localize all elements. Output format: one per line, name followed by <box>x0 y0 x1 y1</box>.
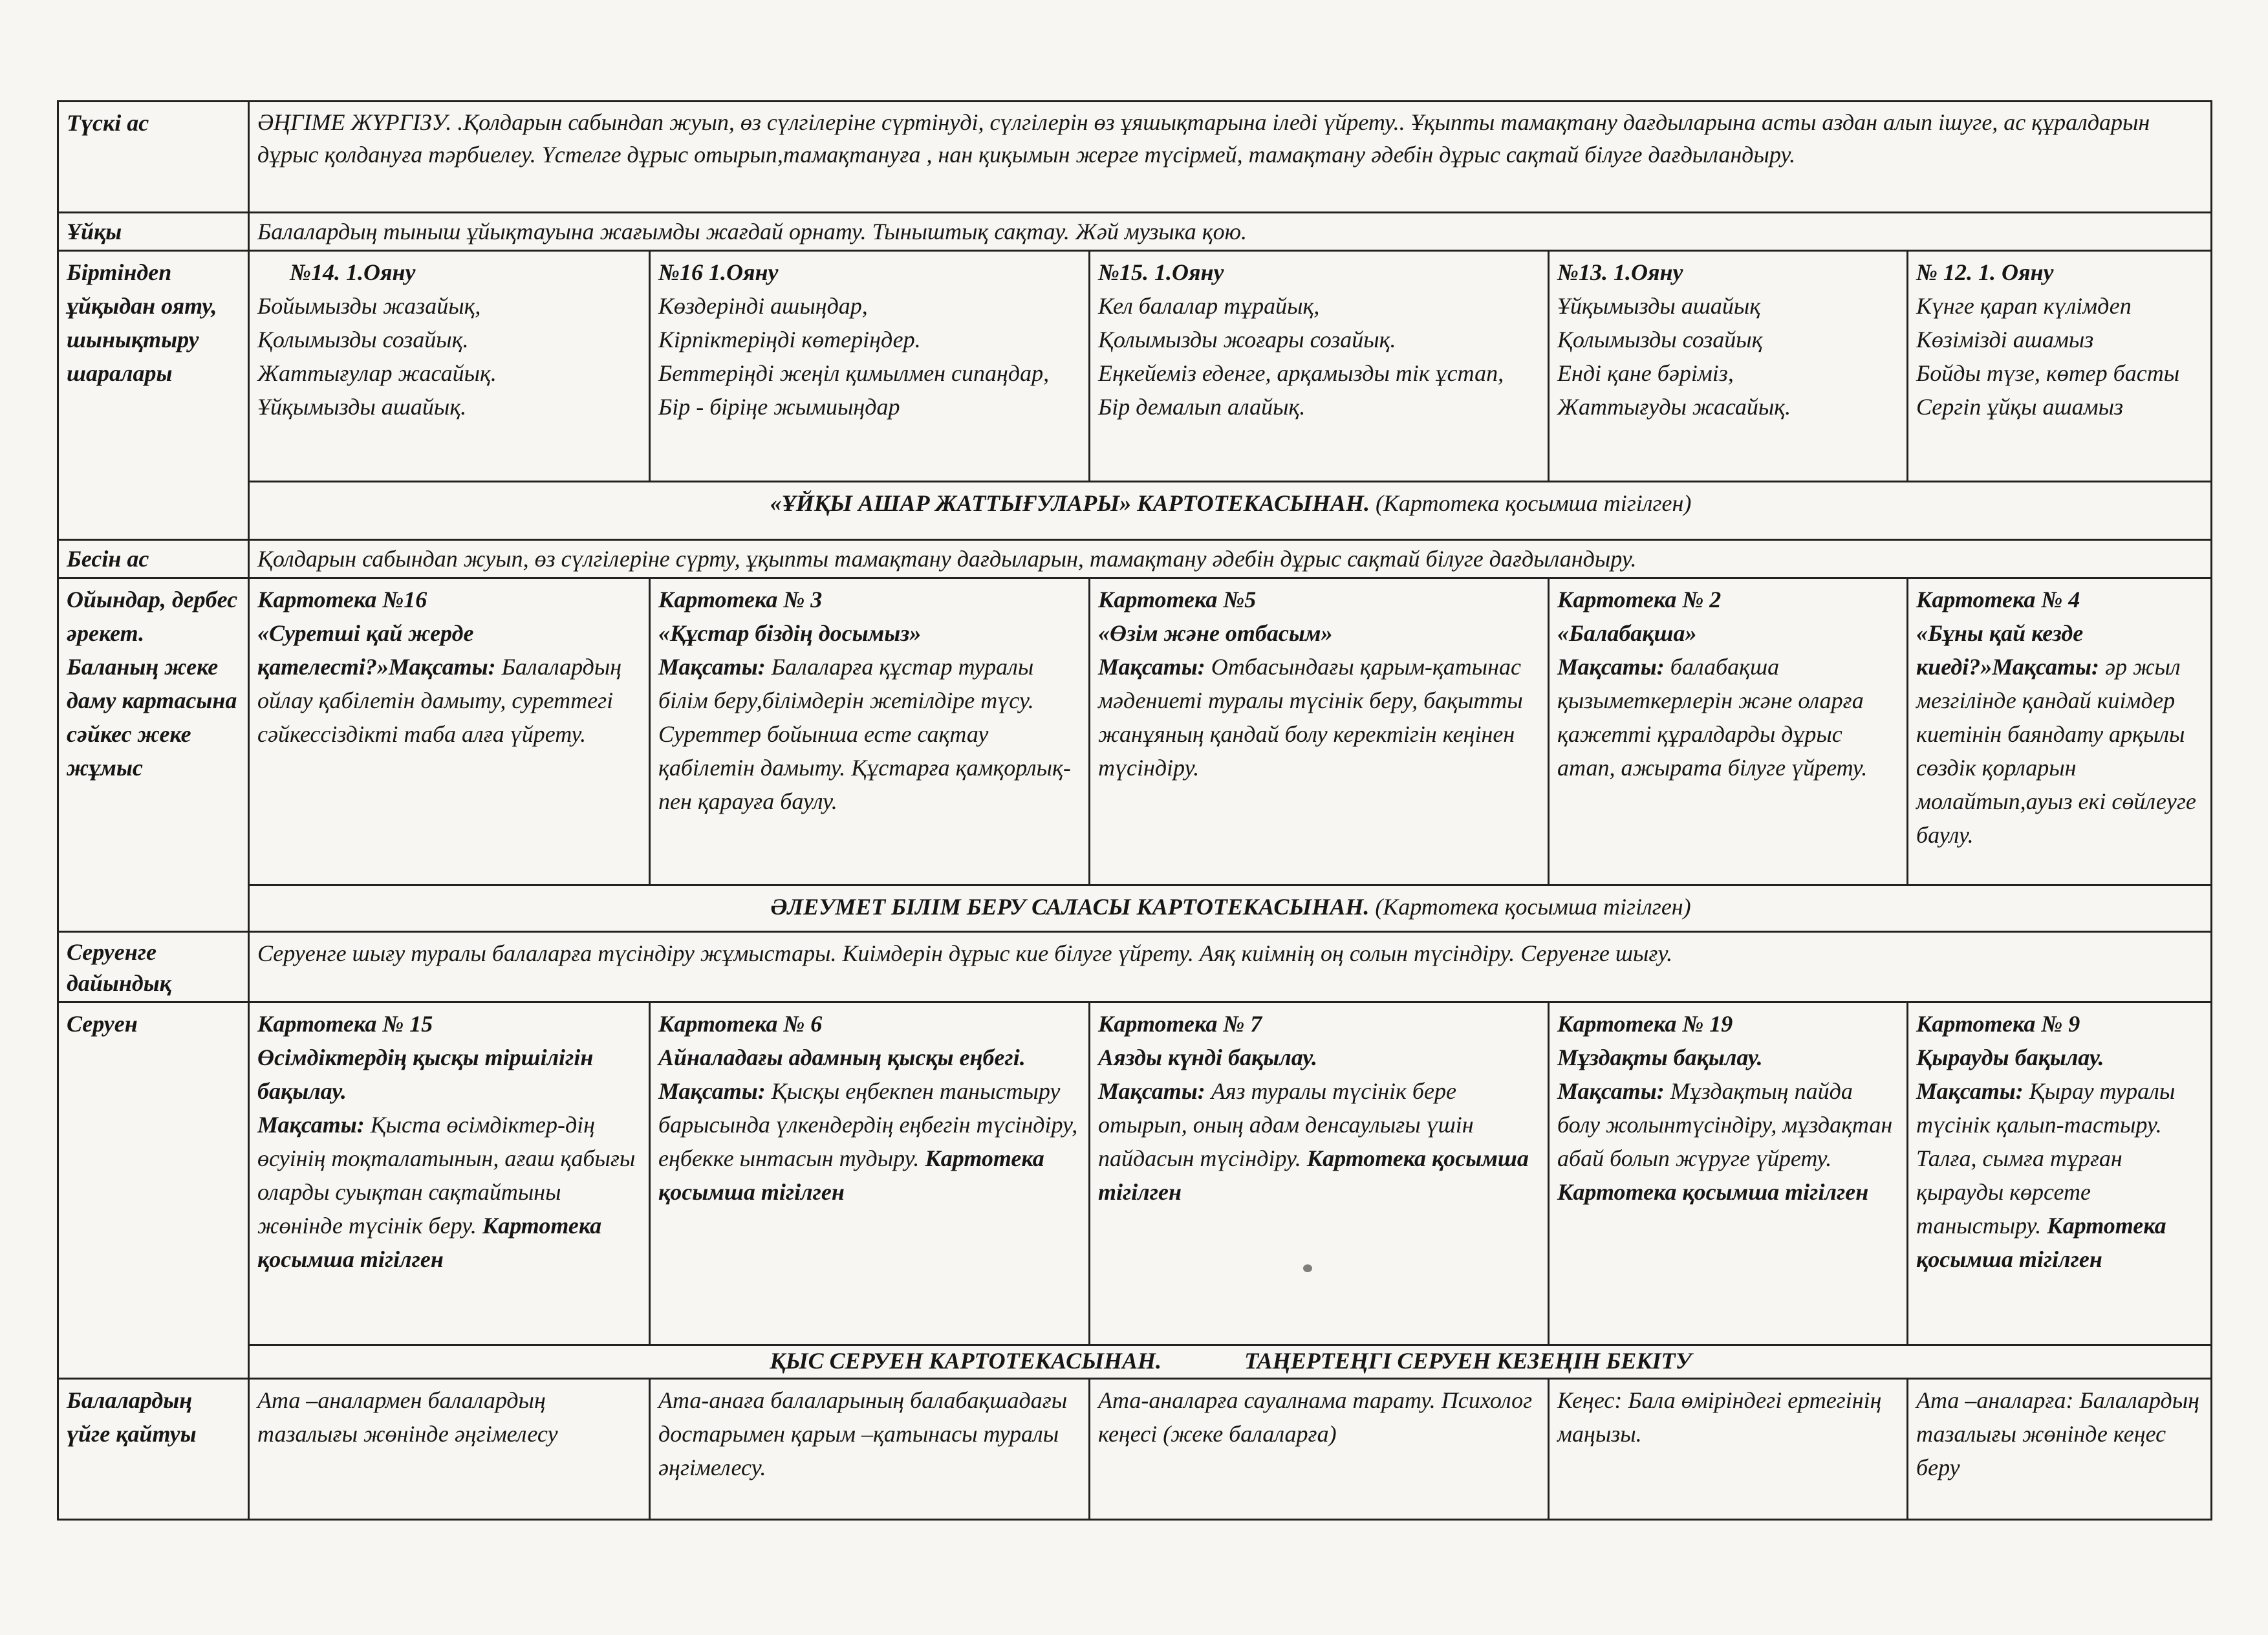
walk-col <box>1549 1002 1908 1345</box>
games-col <box>1090 578 1549 885</box>
walk-note: Картотека қосымша тігілген <box>257 1213 602 1272</box>
games-col <box>1549 578 1908 885</box>
games-col-title: Картотека № 4 <box>1916 587 2080 612</box>
wake-line: Көздерінді ашыңдар, <box>658 293 868 319</box>
walk-goal-label: Мақсаты: <box>1557 1078 1665 1104</box>
daily-plan-table <box>57 100 2212 1521</box>
home-col: Ата-аналарға сауалнама тарату. Психолог кеңесі (жеке балаларға) <box>1090 1379 1549 1520</box>
walk-col-title: Картотека № 6 <box>658 1011 823 1037</box>
walk-goal: Мұздақтың пайда болу жолынтүсіндіру, мұздақтан абай болып жүруге үйрету. <box>1557 1078 1893 1171</box>
wake-col <box>249 251 650 482</box>
row-games <box>58 578 2212 885</box>
wake-line: Ұйқымызды ашайық. <box>257 394 467 420</box>
wake-col <box>650 251 1090 482</box>
wake-line: Сергіп ұйқы ашамыз <box>1916 394 2124 420</box>
walk-col-title: Картотека № 19 <box>1557 1011 1733 1037</box>
walk-col <box>249 1002 650 1345</box>
row-label-sleep: Ұйқы <box>58 213 249 251</box>
wake-line: Қолымызды созайық. <box>257 327 469 352</box>
walk-goal-label: Мақсаты: <box>658 1078 766 1104</box>
scan-speck <box>1303 1264 1312 1272</box>
games-col <box>650 578 1090 885</box>
sleep-text: Балалардың тыныш ұйықтауына жағымды жағдай орнату. Тыныштық сақтау. Жәй музыка қою. <box>249 213 2212 251</box>
prep-text: Серуенге шығу туралы балаларға түсіндіру жұмыстары. Киімдерін дұрыс кие білуге үйрету. Аяқ киімнің оң солын түсіндіру. Серуенге шығу. <box>249 932 2212 1002</box>
wake-banner <box>249 482 2212 540</box>
wake-line: Енді қане бәріміз, <box>1557 360 1734 386</box>
row-label-lunch: Түскі ас <box>58 102 249 213</box>
wake-line: Қолымызды жоғары созайық. <box>1098 327 1396 352</box>
wake-col-title: №14. 1.Ояну <box>290 259 416 285</box>
row-label-wake: Біртіндеп ұйқыдан ояту, шынықтыру шаралары <box>58 251 249 540</box>
walk-col <box>1090 1002 1549 1345</box>
walk-banner-left: ҚЫС СЕРУЕН КАРТОТЕКАСЫНАН. <box>770 1348 1162 1374</box>
walk-note: Картотека қосымша тігілген <box>1916 1213 2166 1272</box>
games-col <box>1908 578 2212 885</box>
games-col-game: «Өзім және отбасым» <box>1098 620 1333 646</box>
walk-goal-label: Мақсаты: <box>1916 1078 2024 1104</box>
wake-col <box>1908 251 2212 482</box>
row-label-home: Балалардың үйге қайтуы <box>58 1379 249 1520</box>
wake-col-title: №16 1.Ояну <box>658 259 779 285</box>
lunch-lead: ӘҢГІМЕ ЖҮРГІЗУ. <box>257 109 452 135</box>
games-col-game: «Құстар біздің досымыз» <box>658 620 922 646</box>
row-walk <box>58 1002 2212 1345</box>
games-col-title: Картотека № 2 <box>1557 587 1722 612</box>
games-goal: балабақша қызыметкерлерін және оларға қажетті құралдарды дұрыс атап, ажырата білуге үйрету. <box>1557 654 1868 781</box>
home-col: Ата –аналармен балалардың тазалығы жөнінде әңгімелесу <box>249 1379 650 1520</box>
wake-col <box>1549 251 1908 482</box>
games-col-game: «Суретші қай жерде қателесті?» <box>257 620 474 680</box>
row-snack <box>58 540 2212 578</box>
row-lunch <box>58 102 2212 213</box>
row-wake <box>58 251 2212 482</box>
games-col-title: Картотека №5 <box>1098 587 1257 612</box>
wake-col-title: №13. 1.Ояну <box>1557 259 1683 285</box>
walk-col-topic: Қырауды бақылау. <box>1916 1045 2104 1070</box>
row-label-walk: Серуен <box>58 1002 249 1379</box>
wake-line: Кірпіктеріңді көтеріңдер. <box>658 327 921 352</box>
wake-line: Кел балалар тұрайық, <box>1098 293 1320 319</box>
walk-col-title: Картотека № 9 <box>1916 1011 2080 1037</box>
walk-note: Картотека қосымша тігілген <box>1557 1179 1869 1205</box>
games-goal: Балаларға құстар туралы білім беру,білімдерін жетілдіре түсу. Суреттер бойынша есте сақтау қабілетін дамыту. Құстарға қамқорлық-пен қарауға баулу. <box>658 654 1071 814</box>
games-col-title: Картотека №16 <box>257 587 427 612</box>
wake-line: Ұйқымызды ашайық <box>1557 293 1761 319</box>
row-prep <box>58 932 2212 1002</box>
games-goal-label: Мақсаты: <box>388 654 496 680</box>
walk-col-topic: Өсімдіктердің қысқы тіршілігін бақылау. <box>257 1045 594 1104</box>
walk-goal-label: Мақсаты: <box>1098 1078 1205 1104</box>
games-col <box>249 578 650 885</box>
lunch-text <box>249 102 2212 213</box>
walk-col-topic: Мұздақты бақылау. <box>1557 1045 1763 1070</box>
walk-col-topic: Аязды күнді бақылау. <box>1098 1045 1317 1070</box>
games-col-game: «Балабақша» <box>1557 620 1697 646</box>
wake-banner-note: (Картотека қосымша тігілген) <box>1370 490 1692 516</box>
walk-note: Картотека қосымша тігілген <box>658 1145 1044 1205</box>
wake-line: Көзімізді ашамыз <box>1916 327 2094 352</box>
wake-line: Жаттығуды жасайық. <box>1557 394 1791 420</box>
row-sleep <box>58 213 2212 251</box>
home-col: Ата –аналарға: Балалардың тазалығы жөнінде кеңес беру <box>1908 1379 2212 1520</box>
wake-banner-title: «ҰЙҚЫ АШАР ЖАТТЫҒУЛАРЫ» КАРТОТЕКАСЫНАН. <box>770 490 1370 516</box>
games-banner-note: (Картотека қосымша тігілген) <box>1369 894 1691 920</box>
wake-line: Еңкейеміз еденге, арқамызды тік ұстап, <box>1098 360 1504 386</box>
walk-goal: Қырау туралы түсінік қалып-тастыру. Талға, сымға тұрған қырауды көрсете таныстыру. <box>1916 1078 2176 1239</box>
walk-goal-label: Мақсаты: <box>257 1112 365 1138</box>
games-goal-label: Мақсаты: <box>658 654 766 680</box>
wake-col-title: №15. 1.Ояну <box>1098 259 1224 285</box>
row-walk-banner <box>58 1345 2212 1379</box>
wake-line: Жаттығулар жасайық. <box>257 360 497 386</box>
wake-line: Бір - біріңе жымиыңдар <box>658 394 900 420</box>
walk-banner <box>249 1345 2212 1379</box>
games-goal-label: Мақсаты: <box>1992 654 2099 680</box>
row-label-snack: Бесін ас <box>58 540 249 578</box>
row-home <box>58 1379 2212 1520</box>
games-goal-label: Мақсаты: <box>1098 654 1205 680</box>
games-goal: әр жыл мезгілінде қандай киімдер киетінін баяндату арқылы сөздік қорларын молайтып,ауыз екі сөйлеуге баулу. <box>1916 654 2196 848</box>
row-label-games: Ойындар, дербес әрекет. Баланың жеке даму картасына сәйкес жеке жұмыс <box>58 578 249 932</box>
row-label-prep: Серуенге дайындық <box>58 932 249 1002</box>
snack-text: Қолдарын сабындап жуып, өз сүлгілеріне сүрту, ұқыпты тамақтану дағдыларын, тамақтану әдебін дұрыс сақтай білуге дағдыландыру. <box>249 540 2212 578</box>
wake-line: Бойды түзе, көтер басты <box>1916 360 2180 386</box>
walk-note: Картотека қосымша тігілген <box>1098 1145 1529 1205</box>
home-col: Ата-анаға балаларының балабақшадағы достарымен қарым –қатынасы туралы әңгімелесу. <box>650 1379 1090 1520</box>
wake-line: Күнге қарап күлімдеп <box>1916 293 2132 319</box>
home-col: Кеңес: Бала өміріндегі ертегінің маңызы. <box>1549 1379 1908 1520</box>
walk-col <box>650 1002 1090 1345</box>
wake-line: Бойымызды жазайық, <box>257 293 481 319</box>
games-col-game: «Бұны қай кезде киеді?» <box>1916 620 2084 680</box>
walk-goal: Қыста өсімдіктер-дің өсуінің тоқталатынын, ағаш қабығы оларды суықтан сақтайтыны жөнінде түсінік беру. <box>257 1112 636 1239</box>
walk-goal: Аяз туралы түсінік бере отырып, оның адам денсаулығы үшін пайдасын түсіндіру. <box>1098 1078 1474 1171</box>
row-games-banner <box>58 885 2212 932</box>
walk-goal: Қысқы еңбекпен таныстыру барысында үлкендердің еңбегін түсіндіру, еңбекке ынтасын тудыру. <box>658 1078 1078 1171</box>
walk-banner-right: ТАҢЕРТЕҢГІ СЕРУЕН КЕЗЕҢІН БЕКІТУ <box>1244 1348 1692 1374</box>
games-goal: Отбасындағы қарым-қатынас мәдениеті туралы түсінік беру, бақытты жанұяның қандай болу керектігін кеңінен түсіндіру. <box>1098 654 1523 781</box>
games-goal-label: Мақсаты: <box>1557 654 1665 680</box>
games-col-title: Картотека № 3 <box>658 587 823 612</box>
walk-col-topic: Айналадағы адамның қысқы еңбегі. <box>658 1045 1026 1070</box>
lunch-body: .Қолдарын сабындап жуып, өз сүлгілеріне сүртінуді, сүлгілерін өз ұяшықтарына іледі үйрету.. Ұқыпты тамақтану дағдыларына асты аздан алып ішуге, ас құралдарын дұрыс қолдануға тәрбиелеу. Үстелге дұрыс отырып,тамақтануға , нан қиқымын жерге түсірмей, тамақтану әдебін дұрыс сақтай білуге дағдыландыру. <box>257 109 2150 168</box>
walk-col-title: Картотека № 15 <box>257 1011 433 1037</box>
wake-line: Беттеріңді жеңіл қимылмен сипаңдар, <box>658 360 1050 386</box>
wake-col-title: № 12. 1. Ояну <box>1916 259 2054 285</box>
games-banner-title: ӘЛЕУМЕТ БІЛІМ БЕРУ САЛАСЫ КАРТОТЕКАСЫНАН. <box>770 894 1370 920</box>
games-banner <box>249 885 2212 932</box>
games-goal: Балалардың ойлау қабілетін дамыту, суреттегі сәйкессіздікті таба алға үйрету. <box>257 654 622 747</box>
wake-line: Қолымызды созайық <box>1557 327 1763 352</box>
wake-col <box>1090 251 1549 482</box>
walk-col <box>1908 1002 2212 1345</box>
walk-col-title: Картотека № 7 <box>1098 1011 1262 1037</box>
row-wake-banner <box>58 482 2212 540</box>
wake-line: Бір демалып алайық. <box>1098 394 1306 420</box>
